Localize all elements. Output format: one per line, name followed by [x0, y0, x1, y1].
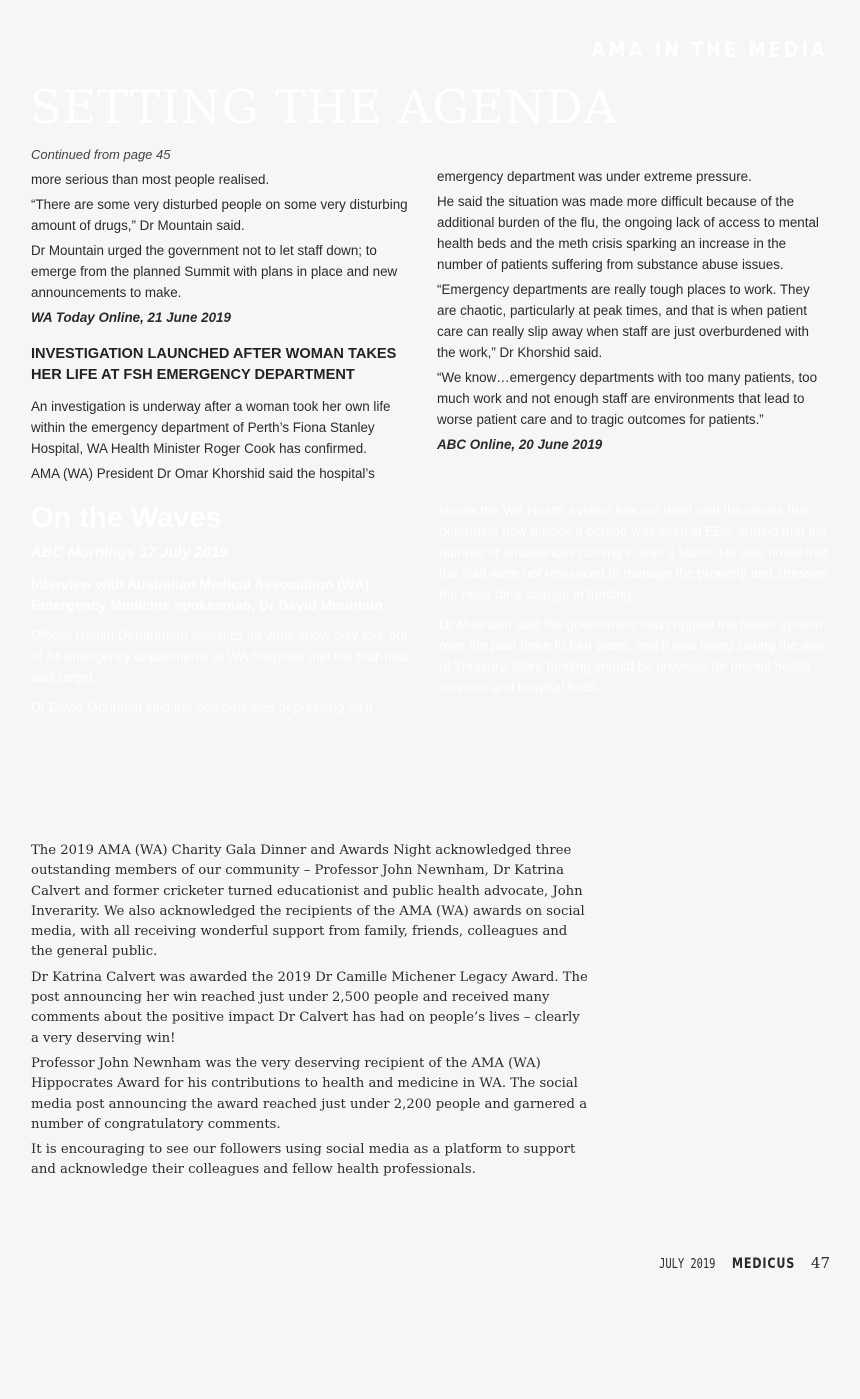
waves-left-column — [31, 574, 421, 727]
right-article-column — [437, 166, 825, 471]
paragraph: It is encouraging to see our followers using social media as a platform to support and acknowledge their colleagues and fellow health professionals. — [31, 1142, 576, 1178]
paragraph: Dr Mountain urged the government not to let staff down; to emerge from the planned Summit with plans in place and new announcements to make. — [31, 243, 398, 300]
paragraph: Official Health Department statistics for June show only four out of 14 emergency departments at WA hospitals met the four-hour wait target. — [31, 628, 411, 685]
source-credit: WA Today Online, 21 June 2019 — [31, 310, 231, 325]
waves-section-title: On the Waves — [31, 502, 222, 534]
paragraph: Dr Katrina Calvert was awarded the 2019 Dr Camille Michener Legacy Award. The post announcing her win reached just under 2,500 people and received many comments about the positive impact Dr Calvert has had on people’s lives – clearly a very deserving win! — [31, 969, 588, 1046]
paragraph: Dr Mountain said the government had crippled the health system over the past three to four years, and it was being swung the way of Treasury. More funding should be provided for mental health services and hospital beds. — [439, 617, 826, 695]
paragraph: more serious than most people realised. — [31, 172, 270, 187]
paragraph: “We know…emergency departments with too many patients, too much work and not enough staff are environments that lead to worse patient care and to tragic outcomes for patients.” — [437, 370, 818, 427]
section-tag: AMA IN THE MEDIA — [592, 38, 828, 62]
source-credit: ABC Online, 20 June 2019 — [437, 437, 603, 452]
waves-interview-heading: Interview with Australian Medical Association (WA) Emergency Medicine spokesman, Dr David Mountain — [31, 576, 383, 613]
page-title: SETTING THE AGENDA — [30, 80, 618, 134]
paragraph: “Emergency departments are really tough places to work. They are chaotic, particularly at peak times, and that is when patient care can really slip away when staff are just overburdened with the work,” Dr Khorshid said. — [437, 282, 810, 360]
issue-date: JULY 2019 — [659, 1257, 716, 1272]
magazine-name: MEDICUS — [731, 1256, 795, 1272]
paragraph: Professor John Newnham was the very deserving recipient of the AMA (WA) Hippocrates Award for his contributions to health and medicine in WA. The social media post announcing the award reached just under 2,200 people and garnered a number of congratulatory comments. — [31, 1055, 588, 1132]
paragraph: Dr David Mountain said the outcome was depressing as it — [31, 700, 373, 715]
waves-broadcast-date: ABC Mornings 17 July 2019 — [31, 544, 228, 561]
paragraph: emergency department was under extreme pressure. — [437, 169, 752, 184]
paragraph: He said the situation was made more difficult because of the additional burden of the flu, the ongoing lack of access to mental health beds and the meth crisis sparking an increase in the number of patients suffering from substance abuse issues. — [437, 194, 819, 272]
paragraph: An investigation is underway after a woman took her own life within the emergency department of Perth’s Fiona Stanley Hospital, WA Health Minister Roger Cook has confirmed. — [31, 399, 391, 456]
continued-note: Continued from page 45 — [31, 147, 171, 162]
paragraph: shows the WA Health system has not dealt with the issues that determine how quickly a person was seen in EDs, adding that the number of ambulances coming in was a factor. He also noted that the staff were not resourced to manage the property and stressed the need for a change in funding. — [439, 503, 828, 602]
page-footer — [645, 1254, 830, 1272]
page-number: 47 — [810, 1254, 830, 1272]
paragraph: “There are some very disturbed people on some very disturbing amount of drugs,” Dr Mountain said. — [31, 197, 408, 233]
gala-social-media-article — [31, 841, 591, 1186]
paragraph: AMA (WA) President Dr Omar Khorshid said the hospital’s — [31, 466, 375, 481]
article-headline: INVESTIGATION LAUNCHED AFTER WOMAN TAKES HER LIFE AT FSH EMERGENCY DEPARTMENT — [31, 346, 397, 383]
paragraph: The 2019 AMA (WA) Charity Gala Dinner and Awards Night acknowledged three outstanding members of our community – Professor John Newnham, Dr Katrina Calvert and former cricketer turned educationist and public health advocate, John Inverarity. We also acknowledged the recipients of the AMA (WA) awards on social media, with all receiving wonderful support from family, friends, colleagues and the general public. — [31, 843, 585, 960]
waves-right-column — [439, 500, 829, 707]
left-article-column — [31, 144, 419, 488]
